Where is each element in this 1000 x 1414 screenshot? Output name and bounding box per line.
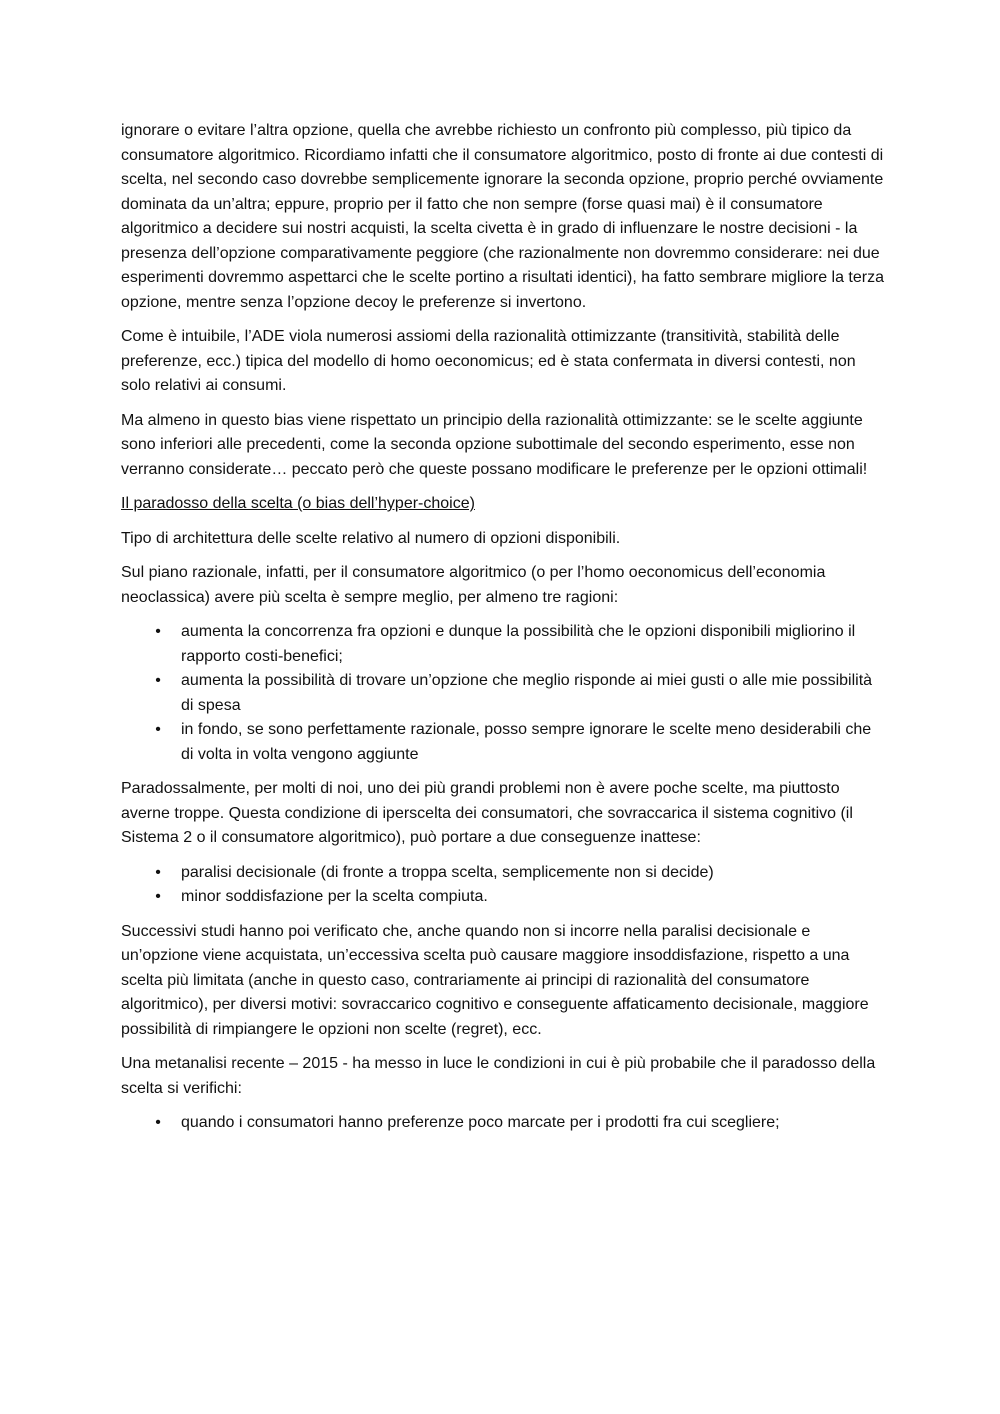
list-item-text: aumenta la concorrenza fra opzioni e dunque la possibilità che le opzioni disponibili migliorino il rapporto costi-benefici; xyxy=(181,623,856,665)
paragraph: Una metanalisi recente – 2015 - ha messo in luce le condizioni in cui è più probabile che il paradosso della scelta si verifichi: xyxy=(121,1055,876,1097)
paragraph: Successivi studi hanno poi verificato che, anche quando non si incorre nella paralisi decisionale e un’opzione viene acquistata, un’eccessiva scelta può causare maggiore insoddisfazione, rispetto a una scelta più limitata (anche in questo caso, contrariamente ai principi di razionalità del consumatore algoritmico), per diversi motivi: sovraccarico cognitivo e conseguente affaticamento decisionale, maggiore possibilità di rimpiangere le opzioni non scelte (regret), ecc. xyxy=(121,922,869,1038)
bullet-icon: • xyxy=(155,623,161,640)
list-item xyxy=(121,1111,887,1136)
bullet-icon: • xyxy=(155,863,161,881)
paragraph: ignorare o evitare l’altra opzione, quella che avrebbe richiesto un confronto più complesso, più tipico da consumatore algoritmico. Ricordiamo infatti che il consumatore algoritmico, posto di fronte ai due contesti di scelta, nel secondo caso dovrebbe semplicemente ignorare la seconda opzione, proprio perché ovviamente dominata da un’altra; eppure, proprio per il fatto che non sempre (forse quasi mai) è il consumatore algoritmico a decidere sui nostri acquisti, la scelta civetta è in grado di influenzare le nostre decisioni - la presenza dell’opzione comparativamente peggiore (che razionalmente non dovremmo considerare: nei due esperimenti dovremmo aspettarci che le scelte portino a risultati identici), ha fatto sembrare migliore la terza opzione, mentre senza l’opzione decoy le preferenze si invertono. xyxy=(121,122,884,311)
paragraph: Ma almeno in questo bias viene rispettato un principio della razionalità ottimizzante: se le scelte aggiunte sono inferiori alle precedenti, come la seconda opzione subottimale del secondo esperimento, esse non verranno considerate… peccato però che queste possano modificare le preferenze per le opzioni ottimali! xyxy=(121,411,868,478)
paragraph: Paradossalmente, per molti di noi, uno dei più grandi problemi non è avere poche scelte, ma piuttosto averne troppe. Questa condizione di iperscelta dei consumatori, che sovraccarica il sistema cognitivo (il Sistema 2 o il consumatore algoritmico), può portare a due conseguenze inattese: xyxy=(121,780,853,846)
list-item xyxy=(121,718,887,767)
list-item-text: minor soddisfazione per la scelta compiuta. xyxy=(181,888,488,905)
list-item xyxy=(121,669,887,718)
list-item-text: paralisi decisionale (di fronte a troppa scelta, semplicemente non si decide) xyxy=(181,863,714,881)
paragraph: Tipo di architettura delle scelte relativo al numero di opzioni disponibili. xyxy=(121,529,621,547)
bullet-icon: • xyxy=(155,672,161,689)
bullet-icon: • xyxy=(155,721,161,738)
list-item xyxy=(121,861,887,886)
bullet-list xyxy=(121,1111,887,1136)
bullet-icon: • xyxy=(155,888,161,905)
document-page xyxy=(121,119,887,1146)
list-item xyxy=(121,885,887,910)
bullet-list xyxy=(121,861,887,910)
paragraph: Sul piano razionale, infatti, per il consumatore algoritmico (o per l’homo oeconomicus dell’economia neoclassica) avere più scelta è sempre meglio, per almeno tre ragioni: xyxy=(121,564,826,606)
list-item xyxy=(121,620,887,669)
section-heading: Il paradosso della scelta (o bias dell’hyper-choice) xyxy=(121,495,475,512)
list-item-text: aumenta la possibilità di trovare un’opzione che meglio risponde ai miei gusti o alle mie possibilità di spesa xyxy=(181,672,873,714)
list-item-text: quando i consumatori hanno preferenze poco marcate per i prodotti fra cui scegliere; xyxy=(181,1114,780,1131)
bullet-icon: • xyxy=(155,1114,161,1131)
paragraph: Come è intuibile, l’ADE viola numerosi assiomi della razionalità ottimizzante (transitività, stabilità delle preferenze, ecc.) tipica del modello di homo oeconomicus; ed è stata confermata in diversi contesti, non solo relativi ai consumi. xyxy=(121,328,856,394)
bullet-list xyxy=(121,620,887,767)
list-item-text: in fondo, se sono perfettamente razionale, posso sempre ignorare le scelte meno desiderabili che di volta in volta vengono aggiunte xyxy=(181,721,872,763)
